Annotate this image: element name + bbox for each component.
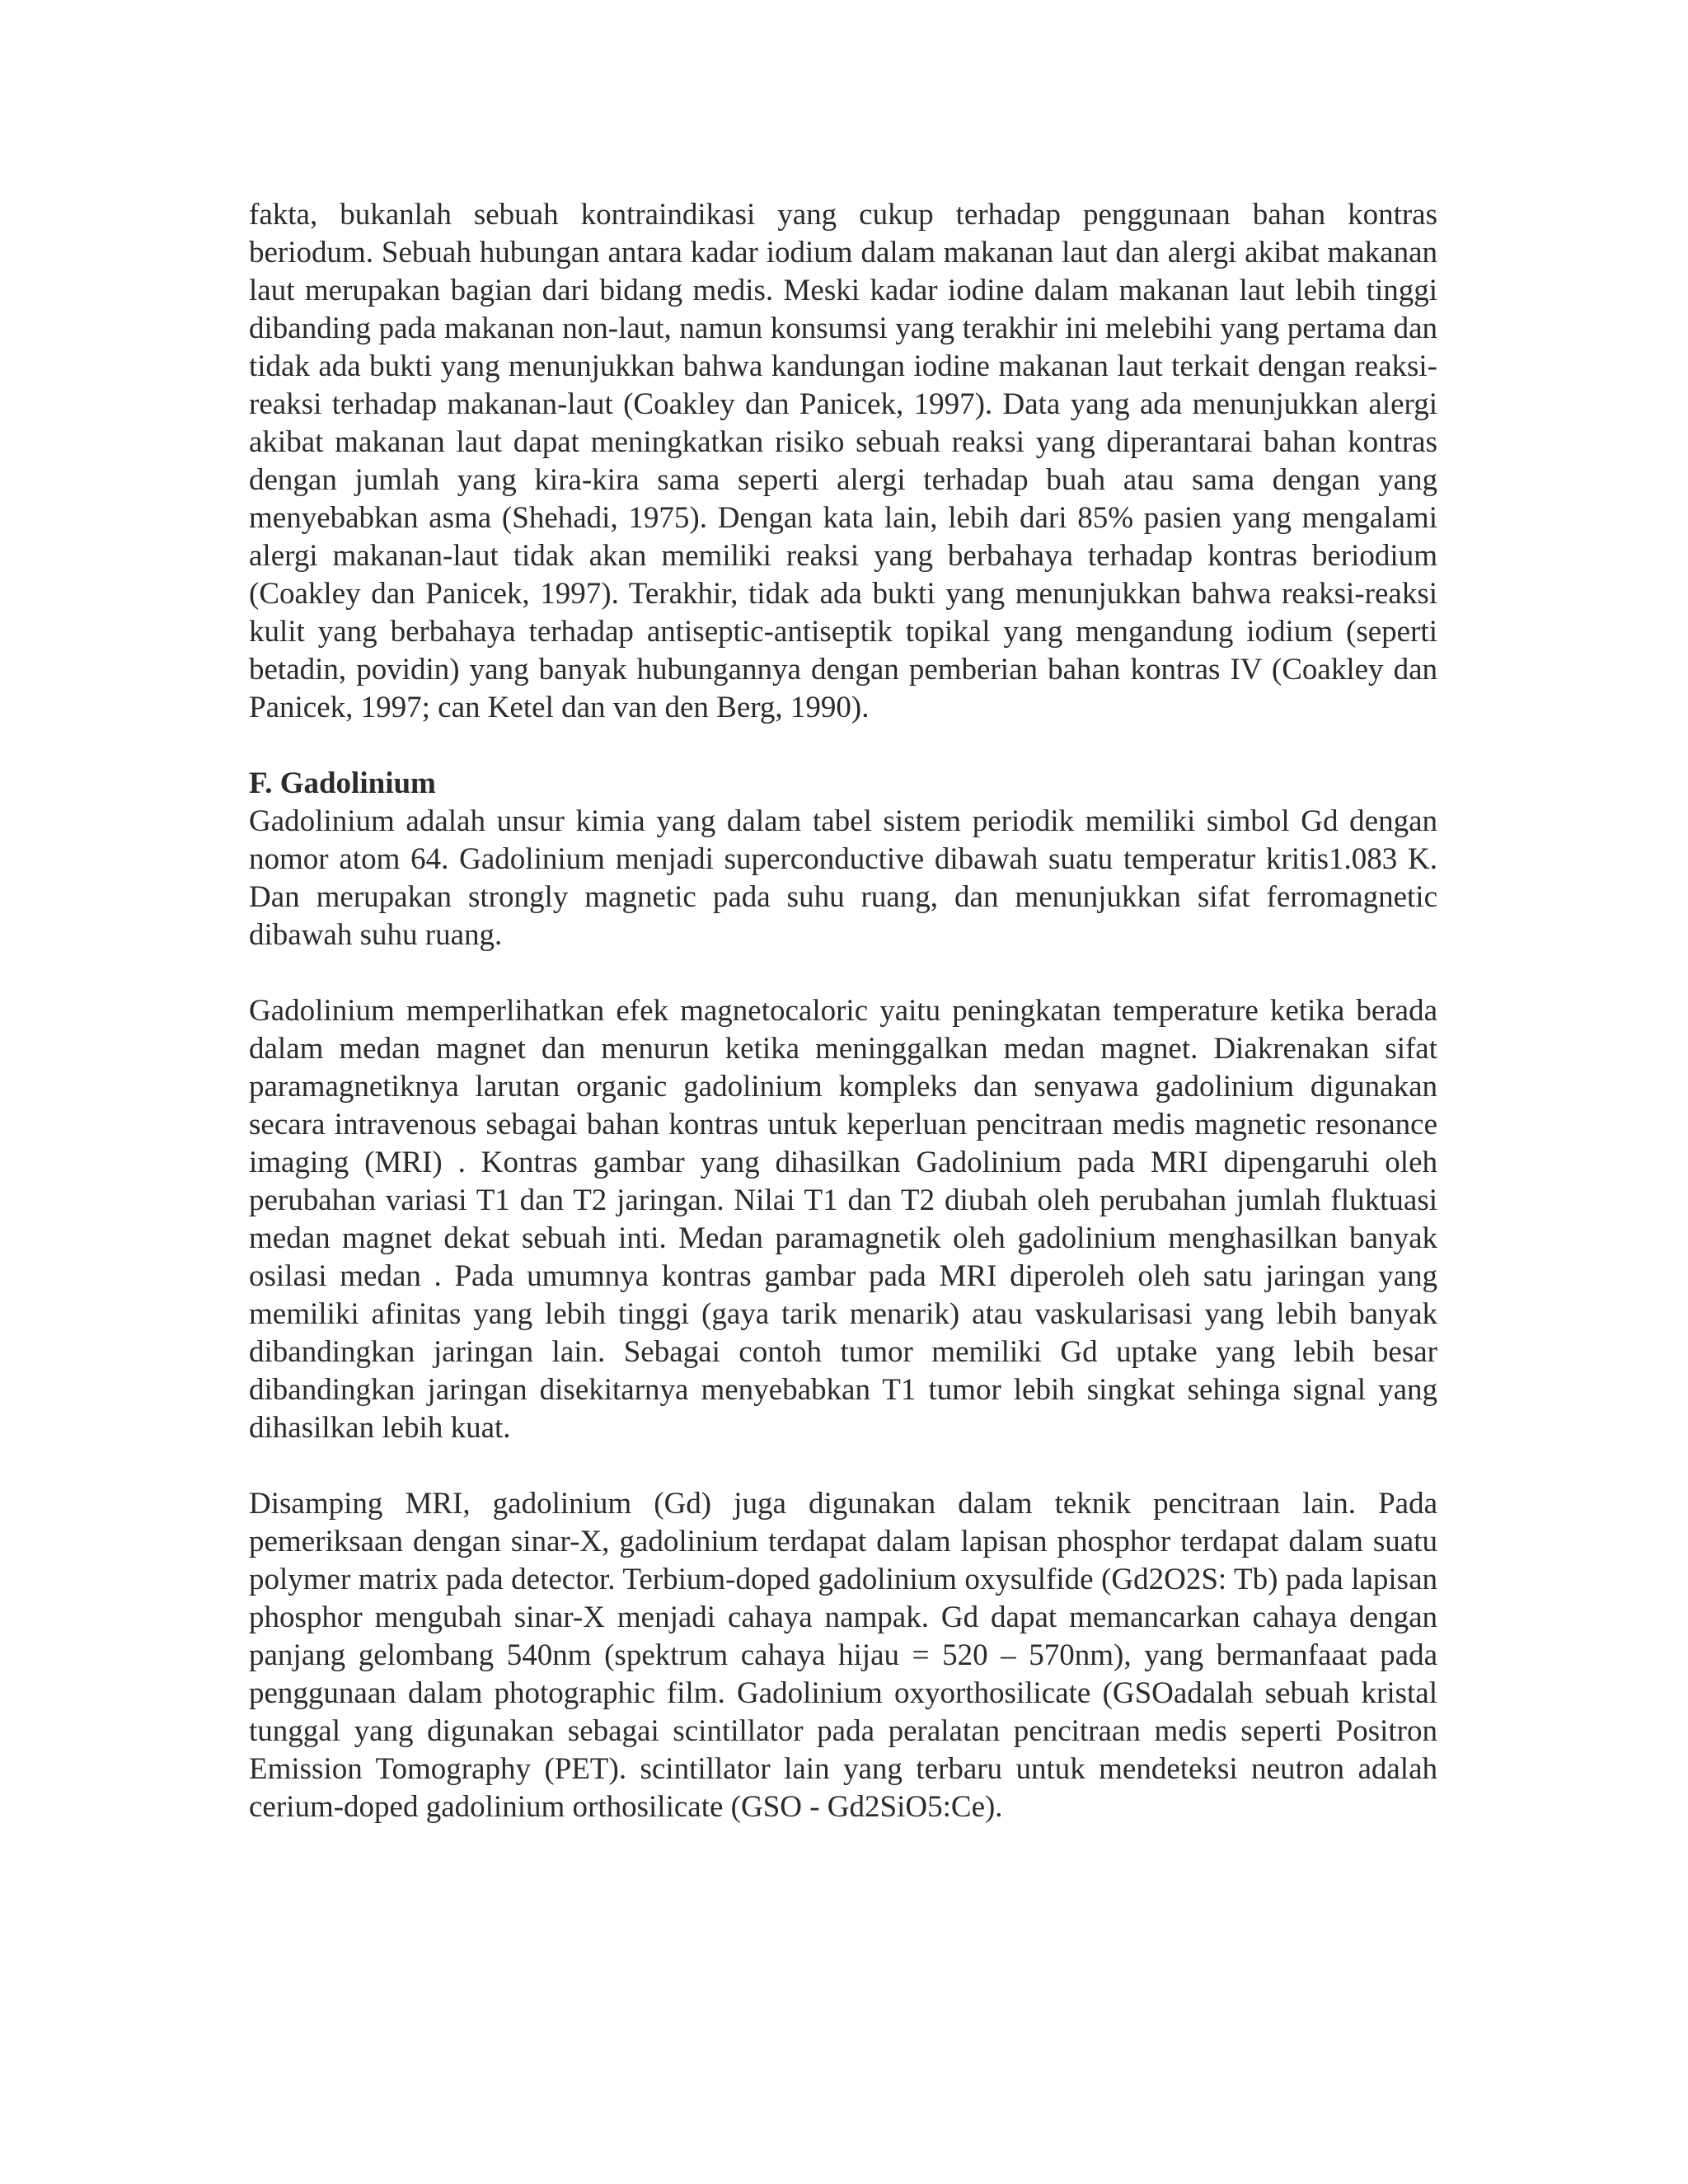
paragraph-gadolinium-other-imaging: Disamping MRI, gadolinium (Gd) juga digunakan dalam teknik pencitraan lain. Pada pemeriksaan dengan sinar-X, gadolinium terdapat dalam lapisan phosphor terdapat dalam suatu polymer matrix pada detector. Terbium-doped gadolinium oxysulfide (Gd2O2S: Tb) pada lapisan phosphor mengubah sinar-X menjadi cahaya nampak. Gd dapat memancarkan cahaya dengan panjang gelombang 540nm (spektrum cahaya hijau = 520 – 570nm), yang bermanfaaat pada penggunaan dalam photographic film. Gadolinium oxyorthosilicate (GSOadalah sebuah kristal tunggal yang digunakan sebagai scintillator pada peralatan pencitraan medis seperti Positron Emission Tomography (PET). scintillator lain yang terbaru untuk mendeteksi neutron adalah cerium-doped gadolinium orthosilicate (GSO - Gd2SiO5:Ce). xyxy=(249,1487,1437,1824)
section-heading-gadolinium: F. Gadolinium xyxy=(249,766,436,800)
document-body xyxy=(249,196,1437,1826)
paragraph-contrast-allergy: fakta, bukanlah sebuah kontraindikasi yang cukup terhadap penggunaan bahan kontras beriodum. Sebuah hubungan antara kadar iodium dalam makanan laut dan alergi akibat makanan laut merupakan bagian dari bidang medis. Meski kadar iodine dalam makanan laut lebih tinggi dibanding pada makanan non-laut, namun konsumsi yang terakhir ini melebihi yang pertama dan tidak ada bukti yang menunjukkan bahwa kandungan iodine makanan laut terkait dengan reaksi-reaksi terhadap makanan-laut (Coakley dan Panicek, 1997). Data yang ada menunjukkan alergi akibat makanan laut dapat meningkatkan risiko sebuah reaksi yang diperantarai bahan kontras dengan jumlah yang kira-kira sama seperti alergi terhadap buah atau sama dengan yang menyebabkan asma (Shehadi, 1975). Dengan kata lain, lebih dari 85% pasien yang mengalami alergi makanan-laut tidak akan memiliki reaksi yang berbahaya terhadap kontras beriodium (Coakley dan Panicek, 1997). Terakhir, tidak ada bukti yang menunjukkan bahwa reaksi-reaksi kulit yang berbahaya terhadap antiseptic-antiseptik topikal yang mengandung iodium (seperti betadin, povidin) yang banyak hubungannya dengan pemberian bahan kontras IV (Coakley dan Panicek, 1997; can Ketel dan van den Berg, 1990). xyxy=(249,198,1437,724)
paragraph-gadolinium-mri: Gadolinium memperlihatkan efek magnetocaloric yaitu peningkatan temperature ketika berada dalam medan magnet dan menurun ketika meninggalkan medan magnet. Diakrenakan sifat paramagnetiknya larutan organic gadolinium kompleks dan senyawa gadolinium digunakan secara intravenous sebagai bahan kontras untuk keperluan pencitraan medis magnetic resonance imaging (MRI) . Kontras gambar yang dihasilkan Gadolinium pada MRI dipengaruhi oleh perubahan variasi T1 dan T2 jaringan. Nilai T1 dan T2 diubah oleh perubahan jumlah fluktuasi medan magnet dekat sebuah inti. Medan paramagnetik oleh gadolinium menghasilkan banyak osilasi medan . Pada umumnya kontras gambar pada MRI diperoleh oleh satu jaringan yang memiliki afinitas yang lebih tinggi (gaya tarik menarik) atau vaskularisasi yang lebih banyak dibandingkan jaringan lain. Sebagai contoh tumor memiliki Gd uptake yang lebih besar dibandingkan jaringan disekitarnya menyebabkan T1 tumor lebih singkat sehinga signal yang dihasilkan lebih kuat. xyxy=(249,994,1437,1445)
paragraph-gadolinium-definition: Gadolinium adalah unsur kimia yang dalam tabel sistem periodik memiliki simbol Gd dengan nomor atom 64. Gadolinium menjadi superconductive dibawah suatu temperatur kritis1.083 K. Dan merupakan strongly magnetic pada suhu ruang, dan menunjukkan sifat ferromagnetic dibawah suhu ruang. xyxy=(249,804,1437,952)
